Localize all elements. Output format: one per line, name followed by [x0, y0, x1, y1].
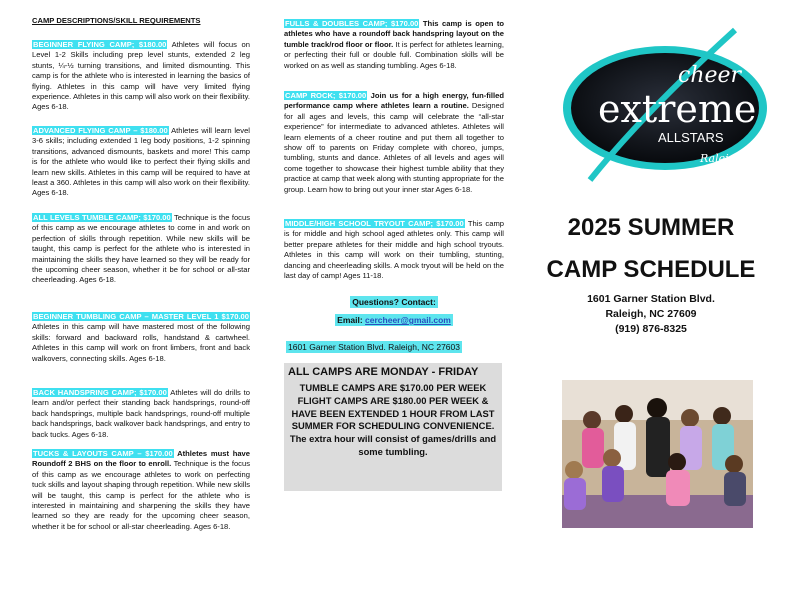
camp-photo	[562, 380, 753, 528]
camp-requirement: Join us for a high energy, fun-filled performance camp where athletes learn a routine.	[284, 91, 504, 111]
email-line	[284, 315, 504, 325]
email-link[interactable]: cercheer@gmail.com	[365, 315, 451, 325]
camp-label: FULLS & DOUBLES CAMP; $170.00	[285, 19, 419, 28]
questions-line	[284, 292, 504, 310]
camp-label: ALL LEVELS TUMBLE CAMP; $170.00	[33, 213, 171, 222]
camp-desc: Technique is the focus of this camp as we encourage athletes to come in and work on perfection of skills through repetition. While new skills will be taught, this camp is perfect for the athlete who is interested in maintaining the skills they have learned so they will be ready for the upcoming cheer season, whether it be for school or all-star cheerleading. Ages 6-18.	[32, 213, 250, 285]
address-line	[286, 337, 506, 355]
box-title: ALL CAMPS ARE MONDAY - FRIDAY	[288, 366, 479, 378]
back-handspring-camp	[32, 388, 250, 440]
beginner-flying-camp	[32, 40, 250, 113]
camp-label: BEGINNER FLYING CAMP; $180.00	[33, 40, 167, 49]
address-city: Raleigh, NC 27609	[605, 308, 697, 320]
address-street: 1601 Garner Station Blvd.	[587, 293, 715, 305]
beginner-tumbling-camp	[32, 312, 250, 364]
email-label: Email:	[337, 315, 363, 325]
fulls-doubles-camp	[284, 19, 504, 71]
title-line-1: 2025 SUMMER	[567, 214, 735, 241]
camp-requirement: This camp is open to athletes who have a roundoff back handspring layout on the tumble track/rod floor or floor.	[284, 19, 505, 49]
column-left	[32, 16, 250, 531]
camp-label: BEGINNER TUMBLING CAMP – MASTER LEVEL 1 $170.00	[33, 312, 249, 321]
camp-rock	[284, 91, 504, 195]
camp-desc: It is perfect for athletes learning, or perfecting their full or double full. Combination skills will be worked on as well as standing tumbling. Ages 6-18.	[284, 39, 504, 70]
phone-number: (919) 876-8325	[615, 323, 687, 335]
camp-label: MIDDLE/HIGH SCHOOL TRYOUT CAMP; $170.00	[285, 219, 464, 228]
camp-desc: Athletes will do drills to learn and/or perfect their standing back handsprings, round-off back handsprings, multiple back handsprings, round-off multiple back handsprings, back walkover back handsprings, and entry to back tucks. Ages 6-18.	[32, 388, 250, 439]
camp-label: TUCKS & LAYOUTS CAMP – $170.00	[33, 449, 173, 458]
camp-desc: Athletes will learn level 3-6 skills; including extended 1 leg body positions, 1-2 spinning transitions, advanced dismounts, baskets and more! This camp is for the athlete who would like to perfect their flying skills and learn new skills. Athletes in this camp will be required to have at least a 360. Athletes in this camp will also work on their flexibility. Ages 6-18.	[32, 126, 250, 198]
section-header: CAMP DESCRIPTIONS/SKILL REQUIREMENTS	[32, 16, 201, 25]
camp-desc: Designed for all ages and levels, this camp will celebrate the “all-star experience” for intermediate to advanced athletes. Athletes will learn elements of a cheer routine and put them all together to show off to parents on Friday complete with choreo, jumps, tumbling, stunts and dance. Athletes of all levels and ages will come together to showcase their highest tumble ability that they practice at camp that week along with stunting appropriate for the group. Learn how to bring out your inner star Ages 6-18.	[284, 101, 505, 194]
camp-desc: Athletes will focus on Level 1-2 Skills including prep level stunts, extended 2 leg stunts, ¼-½ turning transitions, and limited dismounting. This camp is for the athlete who is interested in learning the basics of flying. Athletes in this camp will have very limited flying experience. Athletes in this camp will also work on their flexibility. Ages 6-18.	[32, 40, 250, 112]
address-text: 1601 Garner Station Blvd. Raleigh, NC 27603	[288, 342, 460, 352]
logo-text-cheer: cheer	[678, 63, 742, 88]
all-levels-tumble-camp	[32, 213, 250, 286]
logo-text-extreme: extreme	[598, 87, 757, 131]
schedule-info-box	[284, 363, 502, 491]
camp-label: BACK HANDSPRING CAMP; $170.00	[33, 388, 167, 397]
camp-label: ADVANCED FLYING CAMP – $180.00	[33, 126, 168, 135]
cheer-extreme-logo	[560, 20, 770, 195]
camp-desc: Athletes in this camp will have mastered most of the following skills: forward and backward rolls, handstand & cartwheel. Athletes in this camp will work on front limbers, front and back walkovers, connecting skills. Ages 6-18.	[32, 322, 250, 363]
camp-requirement: Athletes must have Roundoff 2 BHS on the floor to enroll.	[32, 449, 250, 469]
camp-label: CAMP ROCK; $170.00	[285, 91, 367, 100]
advanced-flying-camp	[32, 126, 250, 199]
tucks-layouts-camp	[32, 449, 250, 532]
camp-desc: This camp is for middle and high school aged athletes only. This camp will better prepare athletes for their middle and high school tryouts. Athletes in this camp will work on their tumbling, stunting, dancing and cheerleading skills. A mock tryout will be held on the last day of camp! Ages 11-18.	[284, 219, 504, 281]
title-line-2: CAMP SCHEDULE	[546, 256, 756, 283]
box-text: TUMBLE CAMPS ARE $170.00 PER WEEK FLIGHT CAMPS ARE $180.00 PER WEEK & HAVE BEEN EXTENDED 1 HOUR FROM LAST SUMMER FOR SCHEDULING CONVENIENCE. The extra hour will consist of games/drills and some tumbling.	[289, 382, 497, 457]
camp-desc: Technique is the focus of this camp as we encourage athletes to work on perfecting tuck skills and layout shaping through repetition. While new skills will be taught, this camp is perfect for the athlete who is interested in maintaining and sharpening the skills they have learned so they are ready for the upcoming cheer season, whether it be for school or all-star cheerleading. Ages 6-18.	[32, 459, 250, 531]
questions-label: Questions? Contact:	[352, 297, 436, 307]
logo-text-allstars: ALLSTARS	[658, 130, 724, 145]
tryout-camp	[284, 219, 504, 281]
logo-text-raleigh: Raleigh	[700, 152, 743, 165]
